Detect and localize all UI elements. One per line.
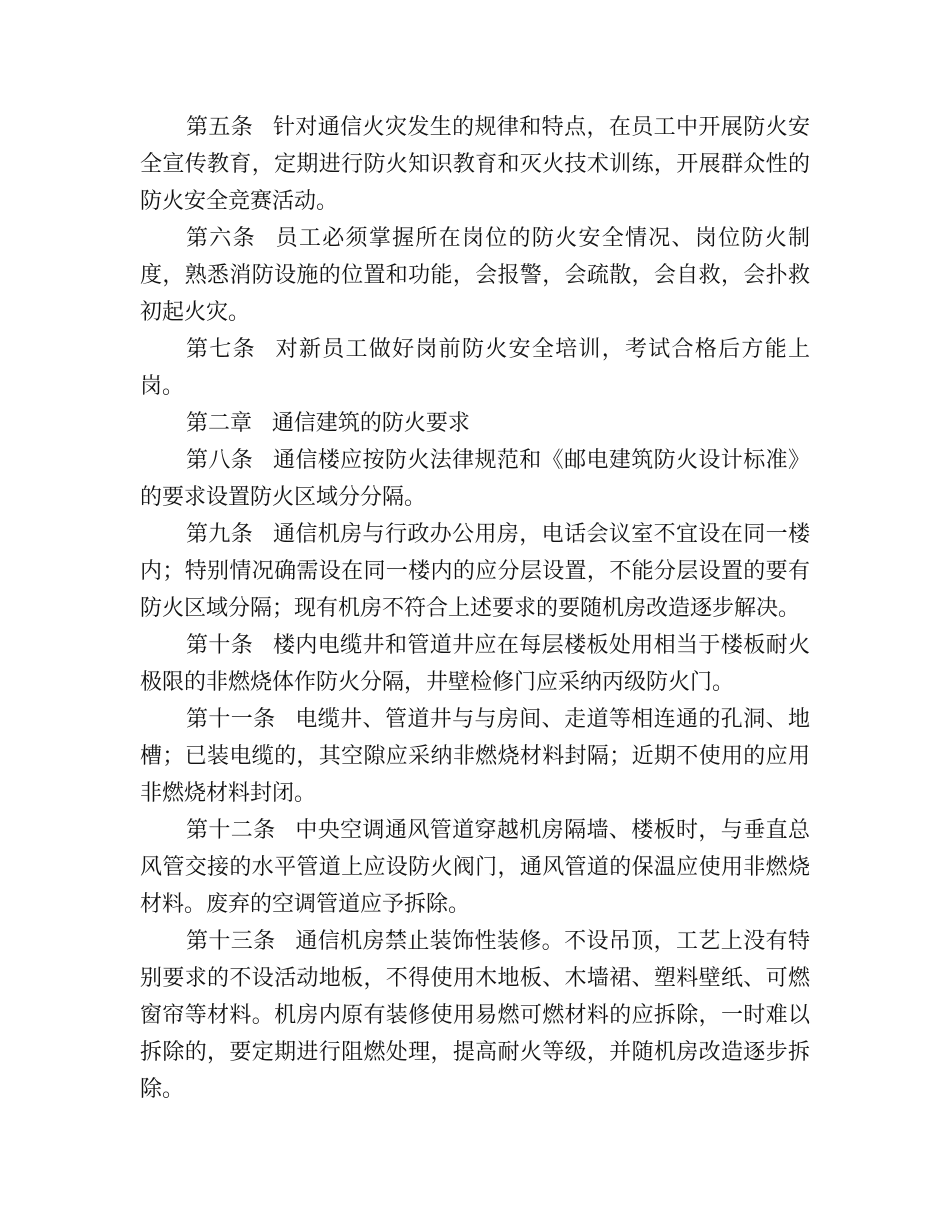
article-7 xyxy=(140,331,810,405)
article-number: 第七条 xyxy=(186,337,256,362)
article-5 xyxy=(140,109,810,220)
article-text: 通信机房禁止装饰性装修。不设吊顶，工艺上没有特别要求的不设活动地板，不得使用木地板、木墙裙、塑料壁纸、可燃窗帘等材料。机房内原有装修使用易燃可燃材料的应拆除，一时难以拆除的，要定期进行阻燃处理，提高耐火等级，并随机房改造逐步拆除。 xyxy=(140,929,810,1102)
article-number: 第十条 xyxy=(186,633,254,658)
article-number: 第十一条 xyxy=(186,707,276,732)
article-text: 针对通信火灾发生的规律和特点，在员工中开展防火安全宣传教育，定期进行防火知识教育和灭火技术训练，开展群众性的防火安全竞赛活动。 xyxy=(140,115,810,214)
article-text: 员工必须掌握所在岗位的防火安全情况、岗位防火制度，熟悉消防设施的位置和功能，会报警，会疏散，会自救，会扑救初起火灾。 xyxy=(140,226,810,325)
article-13 xyxy=(140,923,810,1108)
article-number: 第六条 xyxy=(186,226,256,251)
article-text: 楼内电缆井和管道井应在每层楼板处用相当于楼板耐火极限的非燃烧体作防火分隔，井壁检修门应采纳丙级防火门。 xyxy=(140,633,810,695)
article-12 xyxy=(140,812,810,923)
chapter-number: 第二章 xyxy=(186,411,253,436)
article-9 xyxy=(140,516,810,627)
article-number: 第十二条 xyxy=(186,818,276,843)
article-11 xyxy=(140,701,810,812)
article-text: 通信机房与行政办公用房，电话会议室不宜设在同一楼内；特别情况确需设在同一楼内的应分层设置，不能分层设置的要有防火区域分隔；现有机房不符合上述要求的要随机房改造逐步解决。 xyxy=(140,522,810,621)
chapter-title: 通信建筑的防火要求 xyxy=(271,411,470,436)
article-8 xyxy=(140,442,810,516)
document-body xyxy=(140,109,810,1108)
article-text: 对新员工做好岗前防火安全培训，考试合格后方能上岗。 xyxy=(140,337,810,399)
article-10 xyxy=(140,627,810,701)
article-number: 第五条 xyxy=(186,115,254,140)
article-text: 通信楼应按防火法律规范和《邮电建筑防火设计标准》的要求设置防火区域分分隔。 xyxy=(140,448,810,510)
chapter-2-heading xyxy=(140,405,810,442)
article-number: 第九条 xyxy=(186,522,254,547)
article-number: 第十三条 xyxy=(186,929,276,954)
article-text: 电缆井、管道井与与房间、走道等相连通的孔洞、地槽；已装电缆的，其空隙应采纳非燃烧材料封隔；近期不使用的应用非燃烧材料封闭。 xyxy=(140,707,810,806)
article-number: 第八条 xyxy=(186,448,254,473)
article-6 xyxy=(140,220,810,331)
article-text: 中央空调通风管道穿越机房隔墙、楼板时，与垂直总风管交接的水平管道上应设防火阀门，通风管道的保温应使用非燃烧材料。废弃的空调管道应予拆除。 xyxy=(140,818,810,917)
